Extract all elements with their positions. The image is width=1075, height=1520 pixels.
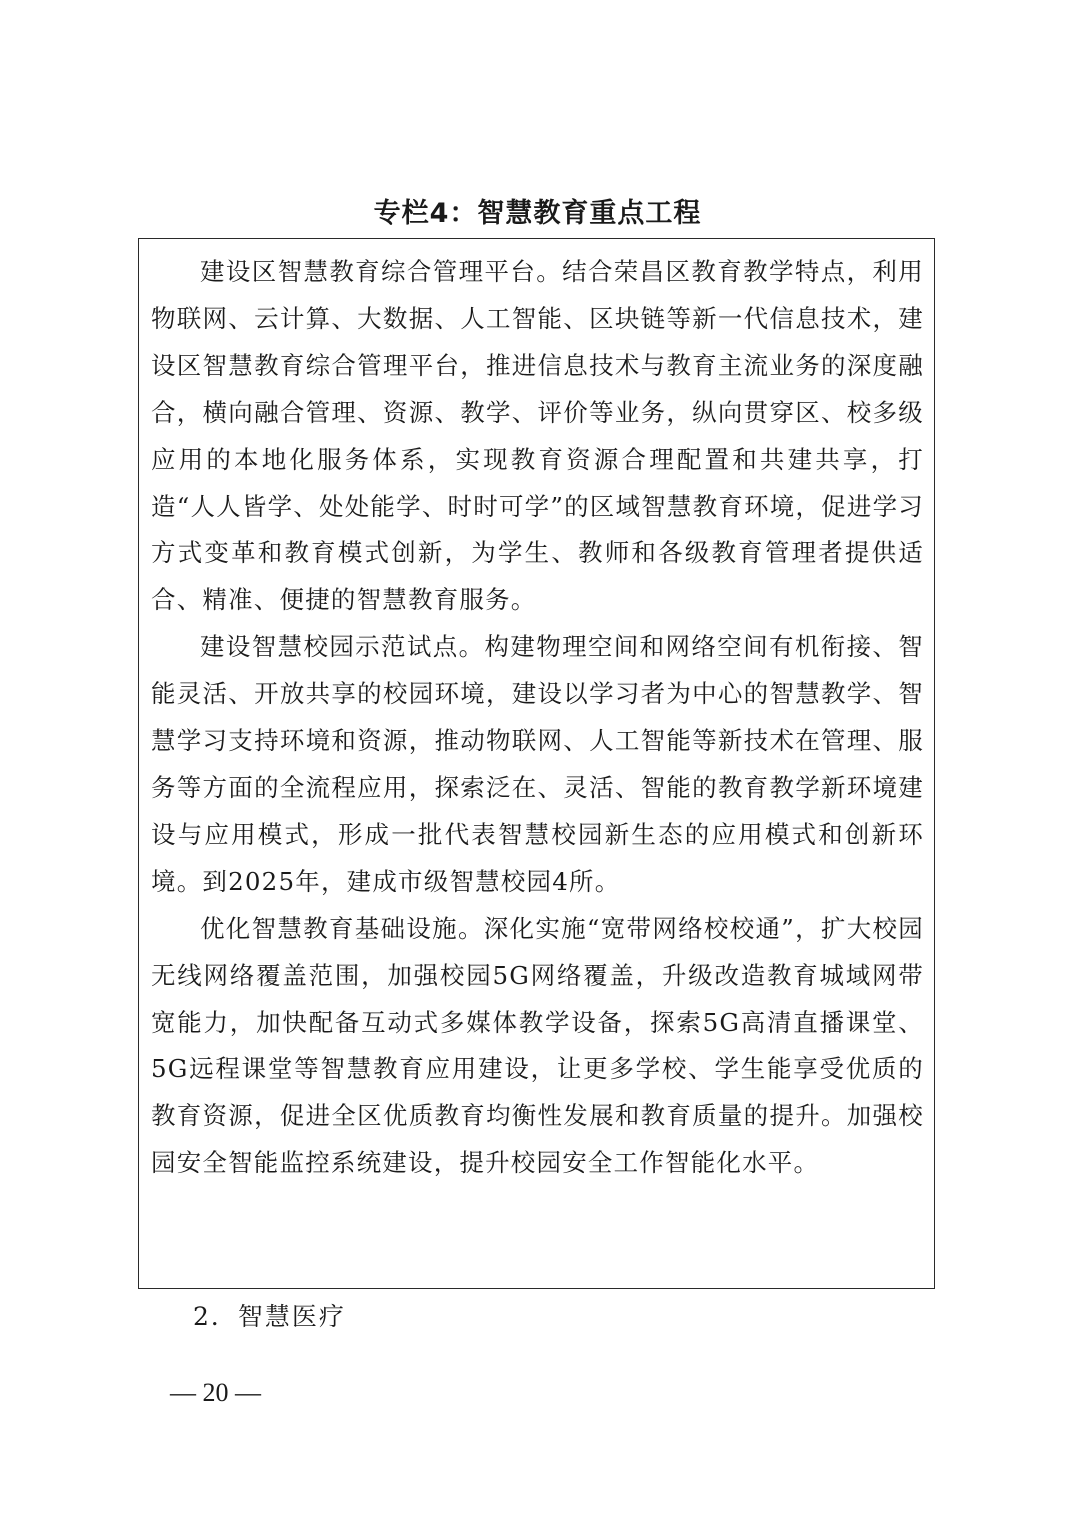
paragraph-infrastructure: 优化智慧教育基础设施。深化实施“宽带网络校校通”，扩大校园无线网络覆盖范围，加强校园5G网络覆盖，升级改造教育城域网带宽能力，加快配备互动式多媒体教学设备，探索5G高清直播课堂、5G远程课堂等智慧教育应用建设，让更多学校、学生能享受优质的教育资源，促进全区优质教育均衡性发展和教育质量的提升。加强校园安全智能监控系统建设，提升校园安全工作智能化水平。	[151, 913, 924, 1178]
page-number: — 20 —	[170, 1378, 261, 1407]
column-title: 专栏4：智慧教育重点工程	[373, 198, 702, 229]
column-box	[138, 238, 935, 1289]
paragraph-smart-campus: 建设智慧校园示范试点。构建物理空间和网络空间有机衔接、智能灵活、开放共享的校园环境，建设以学习者为中心的智慧教学、智慧学习支持环境和资源，推动物联网、人工智能等新技术在管理、服务等方面的全流程应用，探索泛在、灵活、智能的教育教学新环境建设与应用模式，形成一批代表智慧校园新生态的应用模式和创新环境。到2025年，建成市级智慧校园4所。	[151, 632, 924, 896]
paragraph-education-platform: 建设区智慧教育综合管理平台。结合荣昌区教育教学特点，利用物联网、云计算、大数据、人工智能、区块链等新一代信息技术，建设区智慧教育综合管理平台，推进信息技术与教育主流业务的深度融合，横向融合管理、资源、教学、评价等业务，纵向贯穿区、校多级应用的本地化服务体系，实现教育资源合理配置和共建共享，打造“人人皆学、处处能学、时时可学”的区域智慧教育环境，促进学习方式变革和教育模式创新，为学生、教师和各级教育管理者提供适合、精准、便捷的智慧教育服务。	[151, 257, 924, 615]
section-heading: 2．智慧医疗	[193, 1302, 346, 1331]
